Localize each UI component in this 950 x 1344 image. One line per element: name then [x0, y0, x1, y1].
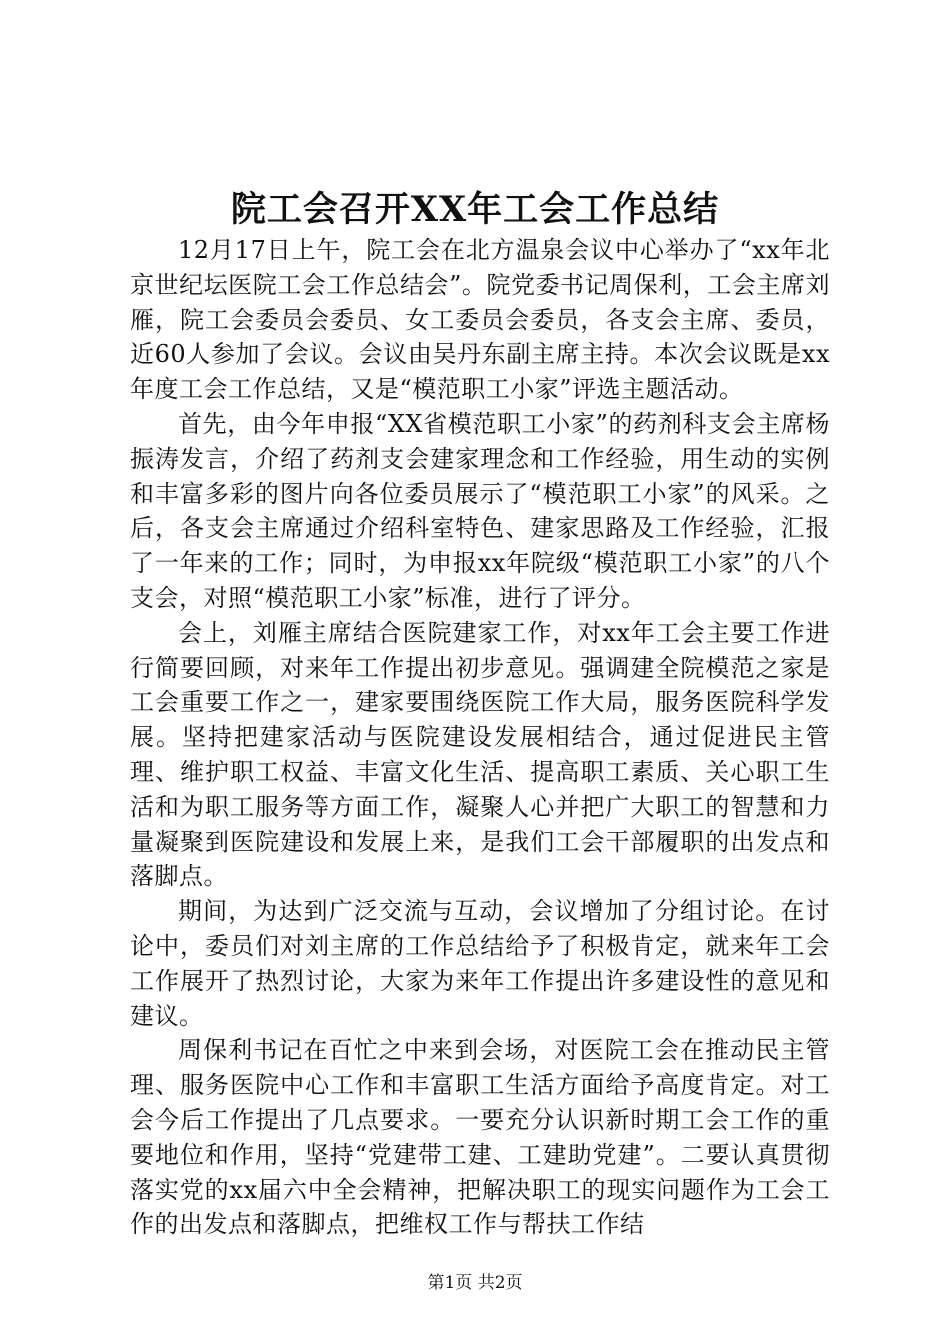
paragraph-1: 12月17日上午，院工会在北方温泉会议中心举办了“xx年北京世纪坛医院工会工作总结会”。院党委书记周保利，工会主席刘雁，院工会委员会委员、女工委员会委员，各支会主席、委员，近60人参加了会议。会议由吴丹东副主席主持。本次会议既是xx年度工会工作总结，又是“模范职工小家”评选主题活动。: [130, 236, 830, 404]
paragraph-2: 首先，由今年申报“XX省模范职工小家”的药剂科支会主席杨振涛发言，介绍了药剂支会建家理念和工作经验，用生动的实例和丰富多彩的图片向各位委员展示了“模范职工小家”的风采。之后，各支会主席通过介绍科室特色、建家思路及工作经验，汇报了一年来的工作；同时，为申报xx年院级“模范职工小家”的八个支会，对照“模范职工小家”标准，进行了评分。: [130, 409, 830, 612]
page-footer: 第1页 共2页: [427, 1273, 523, 1293]
paragraph-3: 会上，刘雁主席结合医院建家工作，对xx年工会主要工作进行简要回顾，对来年工作提出初步意见。强调建全院模范之家是工会重要工作之一，建家要围绕医院工作大局，服务医院科学发展。坚持把建家活动与医院建设发展相结合，通过促进民主管理、维护职工权益、丰富文化生活、提高职工素质、关心职工生活和为职工服务等方面工作，凝聚人心并把广大职工的智慧和力量凝聚到医院建设和发展上来，是我们工会干部履职的出发点和落脚点。: [130, 618, 830, 891]
document-title: 院工会召开XX年工会工作总结: [230, 189, 720, 230]
document-body: [130, 233, 830, 1242]
paragraph-5: 周保利书记在百忙之中来到会场，对医院工会在推动民主管理、服务医院中心工作和丰富职工生活方面给予高度肯定。对工会今后工作提出了几点要求。一要充分认识新时期工会工作的重要地位和作用，坚持“党建带工建、工建助党建”。二要认真贯彻落实党的xx届六中全会精神，把解决职工的现实问题作为工会工作的出发点和落脚点，把维权工作与帮扶工作结: [130, 1036, 830, 1239]
paragraph-4: 期间，为达到广泛交流与互动，会议增加了分组讨论。在讨论中，委员们对刘主席的工作总结给予了积极肯定，就来年工会工作展开了热烈讨论，大家为来年工作提出许多建设性的意见和建议。: [130, 897, 830, 1030]
